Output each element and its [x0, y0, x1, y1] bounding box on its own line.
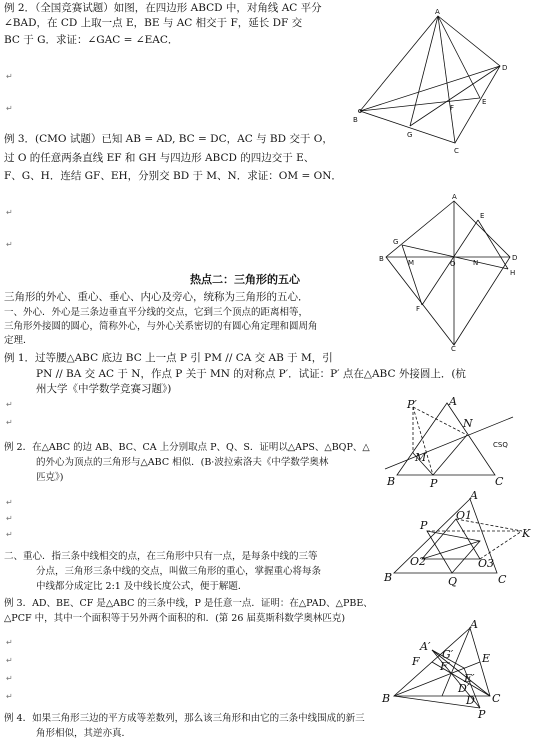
ex2-line-3: BC 于 G．求证：∠GAC = ∠EAC．	[4, 34, 179, 46]
fig5-label: A	[470, 618, 478, 631]
ex1-line-2: PN // BA 交 AC 于 N，作点 P 关于 MN 的对称点 P′．试证：P′ 点在△ABC 外接圆上．(杭	[36, 368, 466, 380]
ex2b-line-1: 例 2．在△ABC 的边 AB、BC、CA 上分别取点 P、Q、S．证明以△APS、△BQP、△	[4, 442, 370, 453]
fig1-line	[360, 98, 480, 111]
ex3-line-3: F、G、H．连结 GF、EH，分别交 BD 于 M、N．求证：OM = ON．	[4, 170, 342, 182]
fig3-triangle	[397, 403, 495, 475]
paragraph-mark: ↵	[6, 530, 13, 539]
fig1-label: G	[407, 131, 413, 139]
centroid-line-2: 分点，三角形三条中线的交点，叫做三角形的重心，掌握重心将每条	[36, 566, 322, 577]
fig1-line	[360, 66, 500, 111]
paragraph-mark: ↵	[6, 418, 13, 427]
fig3-label: C	[495, 475, 504, 488]
figure-medians	[382, 620, 532, 720]
fig1-label: F	[450, 104, 455, 112]
fig4-label: O1	[456, 509, 473, 522]
paragraph-mark: ↵	[6, 240, 13, 249]
ex3-line-1: 例 3．(CMO 试题）已知 AB = AD, BC = DC，AC 与 BD 交于 O，	[4, 133, 333, 145]
fig3-label: CSQ	[493, 441, 508, 449]
fig4-label: A	[470, 489, 478, 502]
paragraph-mark: ↵	[6, 104, 13, 113]
paragraph-mark: ↵	[6, 514, 13, 523]
fig4-label: O3	[478, 557, 495, 570]
paragraph-mark: ↵	[6, 400, 13, 409]
paragraph-mark: ↵	[6, 498, 13, 507]
fig4-label: B	[384, 571, 393, 584]
fig3-label: P	[430, 477, 438, 490]
fig3-line	[433, 435, 467, 475]
ex2b-line-3: 匹克》)	[36, 472, 64, 483]
section-heading: 热点二：三角形的五心	[190, 273, 300, 286]
fig1-line	[438, 16, 480, 98]
figure-isosceles-triangle	[385, 395, 525, 490]
fig5-label: F′	[440, 660, 451, 673]
fig5-label: D	[466, 694, 475, 707]
fig2-label: G	[393, 238, 399, 246]
fig2-label: O	[450, 260, 456, 268]
fig3-label: B	[387, 475, 396, 488]
fig5-label: E′	[464, 672, 475, 685]
fig5-label: B	[382, 692, 391, 705]
fig1-label: E	[482, 98, 487, 106]
ex4-line-2: 角形相似，其逆亦真．	[36, 728, 132, 739]
fig2-label: M	[408, 259, 415, 267]
fig4-label: K	[522, 527, 531, 540]
fig4-line	[422, 541, 480, 559]
figure-kite-abcd	[378, 193, 523, 353]
fig1-label: B	[353, 116, 358, 124]
fig1-line	[438, 16, 455, 143]
fig5-label: G′	[442, 648, 454, 661]
fig2-label: E	[480, 212, 485, 220]
fig2-label: B	[379, 255, 384, 263]
fig2-label: N	[473, 259, 479, 267]
paragraph-mark: ↵	[6, 656, 13, 665]
fig2-label: C	[451, 345, 456, 353]
centroid-line-3: 中线都分成定比 2:1 及中线长度公式，便于解题．	[36, 581, 248, 592]
fig2-line	[478, 220, 508, 269]
fig2-label: H	[510, 269, 516, 277]
figure-circumcenters	[382, 489, 532, 588]
fig5-label: F	[412, 655, 420, 668]
centroid-line-1: 二、重心．指三条中线相交的点，在三角形中只有一点，是每条中线的三等	[4, 551, 318, 562]
fig3-label: A	[449, 395, 457, 408]
fig4-label: P	[420, 519, 428, 532]
ex4-line-1: 例 4．如果三角形三边的平方成等差数列，那么该三角形和由它的三条中线围成的新三	[4, 713, 365, 724]
fig1-label: C	[454, 147, 459, 155]
paragraph-mark: ↵	[6, 674, 13, 683]
paragraph-mark: ↵	[6, 692, 13, 701]
figure-quadrilateral-abcd	[350, 8, 520, 158]
fig4-label: O2	[410, 555, 427, 568]
fig3-label: M	[415, 451, 427, 464]
ex2-line-2: ∠BAD，在 CD 上取一点 E，BE 与 AC 相交于 F，延长 DF 交	[4, 17, 303, 29]
fig3-label: P′	[407, 398, 417, 411]
fig1-label: A	[435, 8, 440, 16]
ex1-line-1: 例 1．过等腰△ABC 底边 BC 上一点 P 引 PM // CA 交 AB 于 M，引	[4, 352, 333, 364]
fig4-dashed	[480, 531, 522, 559]
ex3b-line-2: △PCF 中，其中一个面积等于另外两个面积的和．(第 26 届莫斯科数学奥林匹克)	[4, 613, 346, 624]
fig1-label: D	[502, 64, 508, 72]
fig4-label: Q	[448, 575, 458, 588]
outer-center-line-3: 定理．	[4, 335, 33, 346]
fig5-label: D′	[458, 682, 470, 695]
fig5-label: P	[478, 708, 486, 721]
ex1-line-3: 州大学《中学数学竞赛习题》)	[36, 383, 172, 395]
paragraph-mark: ↵	[6, 638, 13, 647]
fig2-outline	[386, 201, 510, 345]
ex3-line-2: 过 O 的任意两条直线 EF 和 GH 与四边形 ABCD 的四边交于 E、	[4, 152, 315, 164]
fig5-label: E	[482, 652, 491, 665]
fig1-line	[410, 66, 500, 126]
ex2-line-1: 例 2．（全国竞赛试题）如图，在四边形 ABCD 中，对角线 AC 平分	[4, 2, 322, 14]
intro-line: 三角形的外心、重心、垂心、内心及旁心，统称为三角形的五心．	[4, 291, 309, 303]
ex3b-line-1: 例 3．AD、BE、CF 是△ABC 的三条中线，P 是任意一点．证明：在△PAD、△PBE、	[4, 598, 373, 609]
fig5-label: A′	[420, 640, 431, 653]
fig2-label: A	[452, 193, 457, 201]
fig3-label: N	[463, 417, 473, 430]
paragraph-mark: ↵	[6, 208, 13, 217]
fig2-line	[402, 245, 422, 305]
fig3-dashed	[413, 407, 433, 475]
fig4-inner	[427, 531, 480, 573]
paragraph-mark: ↵	[6, 72, 13, 81]
fig4-label: C	[498, 573, 507, 586]
fig2-label: D	[512, 254, 518, 262]
outer-center-line-1: 一、外心．外心是三条边垂直平分线的交点，它到三个顶点的距离相等，	[4, 307, 309, 318]
fig5-label: C	[492, 692, 501, 705]
ex2b-line-2: 的外心为顶点的三角形与△ABC 相似．(B·波拉索洛夫《中学数学奥林	[36, 457, 329, 468]
outer-center-line-2: 三角形外接圆的圆心，简称外心，与外心关系密切的有圆心角定理和圆周角	[4, 321, 318, 332]
fig1-outline	[360, 16, 500, 143]
fig2-label: F	[416, 305, 421, 313]
